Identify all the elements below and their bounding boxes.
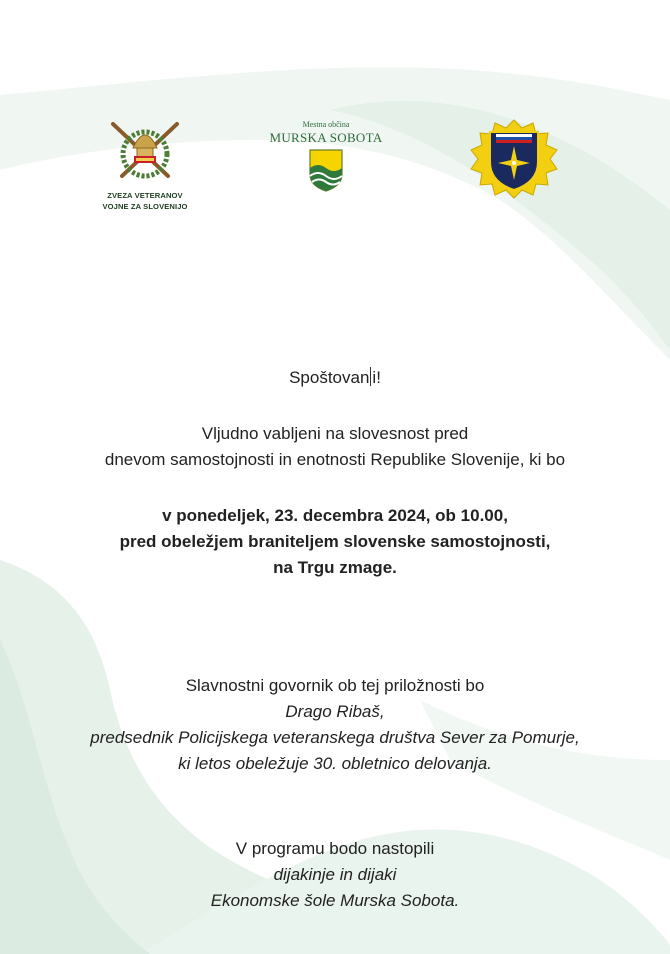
zveza-veteranov-logo <box>92 118 198 211</box>
event-square: na Trgu zmage. <box>273 558 397 577</box>
drustvo-sever-logo <box>466 118 562 205</box>
program-intro: V programu bodo nastopili <box>235 839 435 858</box>
program-section <box>0 836 670 914</box>
invitation-line2: dnevom samostojnosti in enotnosti Republike Slovenije, ki bo <box>104 450 566 469</box>
program-performers: dijakinje in dijaki <box>273 865 397 884</box>
speaker-role: predsednik Policijskega veteranskega društva Sever za Pomurje, <box>90 728 580 747</box>
speaker-name: Drago Ribaš, <box>285 702 385 721</box>
invitation-text <box>0 421 670 473</box>
event-place: pred obeležjem braniteljem slovenske samostojnosti, <box>119 532 551 551</box>
zveza-caption-line1: ZVEZA VETERANOV <box>107 191 183 200</box>
ms-big-text: MURSKA SOBOTA <box>269 130 383 145</box>
speaker-intro: Slavnostni govornik ob tej priložnosti bo <box>185 676 485 695</box>
greeting <box>0 365 670 391</box>
event-details <box>0 503 670 581</box>
drustvo-sever-badge-icon <box>466 118 562 200</box>
speaker-section <box>0 673 670 777</box>
invitation-line1: Vljudno vabljeni na slovesnost pred <box>201 424 469 443</box>
speaker-note: ki letos obeležuje 30. obletnico delovanja. <box>178 754 492 773</box>
zveza-caption-line2: VOJNE ZA SLOVENIJO <box>102 202 188 211</box>
murska-sobota-logo <box>268 120 384 197</box>
program-school: Ekonomske šole Murska Sobota. <box>210 891 460 910</box>
greeting-text-start: Spoštovan <box>289 368 370 387</box>
ms-small-text: Mestna občina <box>302 120 350 129</box>
veterans-emblem-icon <box>108 118 182 184</box>
coat-of-arms-icon <box>308 148 344 192</box>
event-date-time: v ponedeljek, 23. decembra 2024, ob 10.00, <box>162 506 508 525</box>
greeting-text-end: i! <box>372 368 381 387</box>
